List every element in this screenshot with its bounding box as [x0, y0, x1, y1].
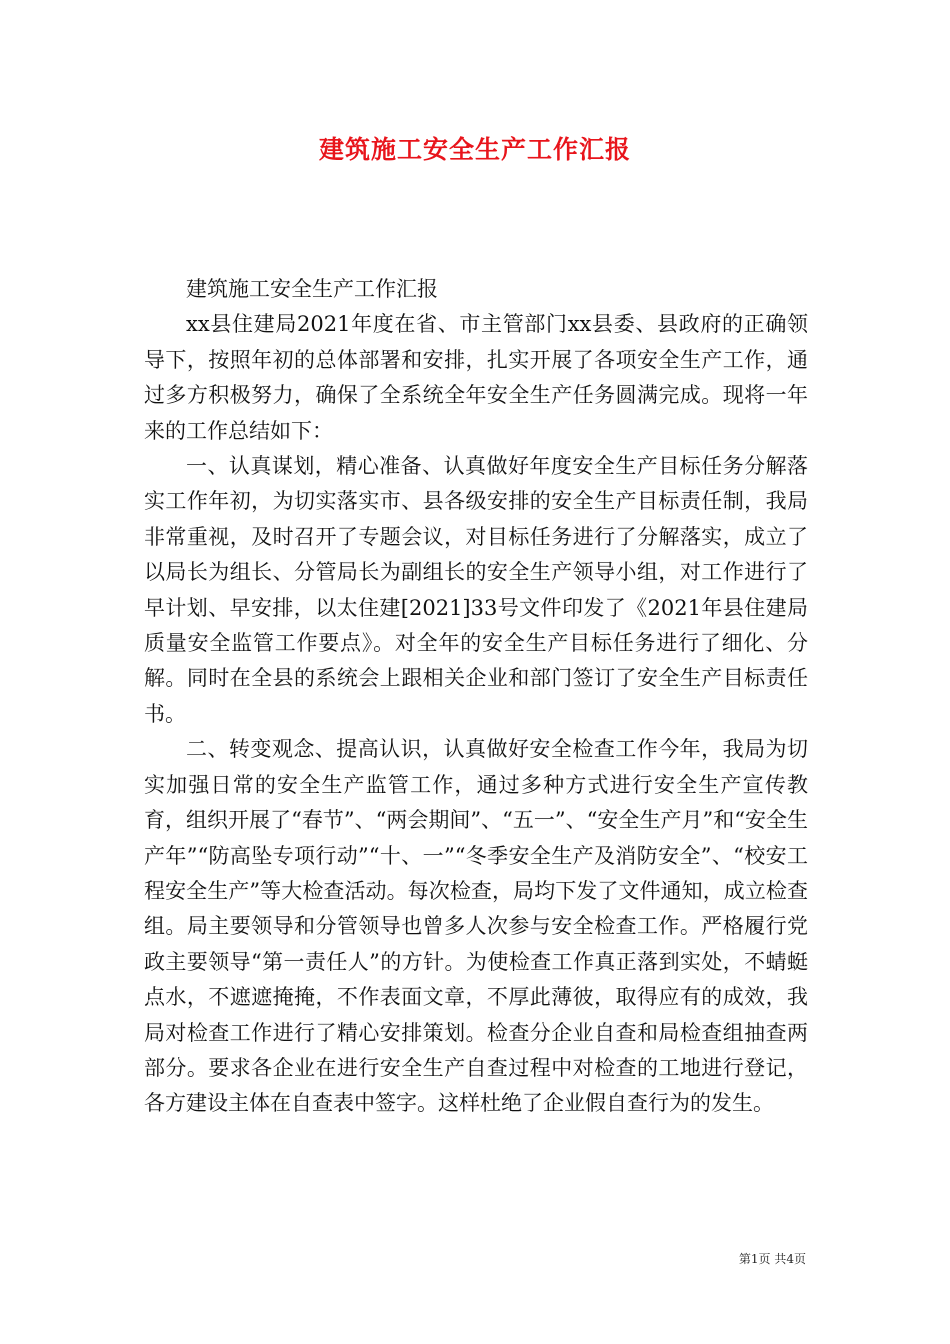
page-number: 第1页 共4页 [738, 1252, 806, 1266]
intro-paragraph: xx县住建局2021年度在省、市主管部门xx县委、县政府的正确领导下，按照年初的总体部署和安排，扎实开展了各项安全生产工作，通过多方积极努力，确保了全系统全年安全生产任务圆满完成。现将一年来的工作总结如下： [144, 312, 808, 443]
section-two-paragraph: 二、转变观念、提高认识，认真做好安全检查工作今年，我局为切实加强日常的安全生产监管工作，通过多种方式进行安全生产宣传教育，组织开展了“春节”、“两会期间”、“五一”、“安全生产月”和“安全生产年”“防高坠专项行动”“十、一”“冬季安全生产及消防安全”、“校安工程安全生产”等大检查活动。每次检查，局均下发了文件通知，成立检查组。局主要领导和分管领导也曾多人次参与安全检查工作。严格履行党政主要领导“第一责任人”的方针。为使检查工作真正落到实处，不蜻蜓点水，不遮遮掩掩，不作表面文章，不厚此薄彼，取得应有的成效，我局对检查工作进行了精心安排策划。检查分企业自查和局检查组抽查两部分。要求各企业在进行安全生产自查过程中对检查的工地进行登记，各方建设主体在自查表中签字。这样杜绝了企业假自查行为的发生。 [144, 737, 808, 1116]
document-body [144, 272, 808, 1122]
subtitle-paragraph: 建筑施工安全生产工作汇报 [186, 277, 438, 301]
section-one-paragraph: 一、认真谋划，精心准备、认真做好年度安全生产目标任务分解落实工作年初，为切实落实市、县各级安排的安全生产目标责任制，我局非常重视，及时召开了专题会议，对目标任务进行了分解落实，成立了以局长为组长、分管局长为副组长的安全生产领导小组，对工作进行了早计划、早安排，以太住建[2021]33号文件印发了《2021年县住建局质量安全监管工作要点》。对全年的安全生产目标任务进行了细化、分解。同时在全县的系统会上跟相关企业和部门签订了安全生产目标责任书。 [144, 454, 808, 726]
page-title: 建筑施工安全生产工作汇报 [318, 135, 631, 164]
